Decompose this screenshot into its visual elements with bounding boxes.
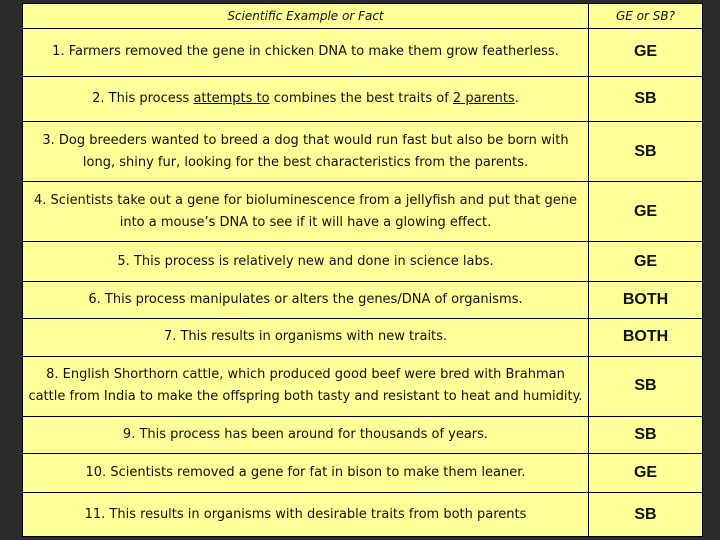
fact-cell: 10. Scientists removed a gene for fat in bison to make them leaner. bbox=[23, 453, 589, 492]
answer-cell: SB bbox=[589, 356, 703, 416]
fact-cell: 6. This process manipulates or alters the genes/DNA of organisms. bbox=[23, 281, 589, 318]
fact-cell: 8. English Shorthorn cattle, which produced good beef were bred with Brahman cattle from India to make the offspring both tasty and resistant to heat and humidity. bbox=[23, 356, 589, 416]
fact-cell: 11. This results in organisms with desirable traits from both parents bbox=[23, 493, 589, 537]
header-answer: GE or SB? bbox=[589, 4, 703, 29]
table-row bbox=[23, 319, 703, 356]
answer-cell: SB bbox=[589, 493, 703, 537]
table-row bbox=[23, 356, 703, 416]
fact-cell: 9. This process has been around for thousands of years. bbox=[23, 416, 589, 453]
fact-cell: 4. Scientists take out a gene for bioluminescence from a jellyfish and put that gene into a mouse’s DNA to see if it will have a glowing effect. bbox=[23, 182, 589, 242]
table-row bbox=[23, 281, 703, 318]
table-row bbox=[23, 416, 703, 453]
answer-cell: GE bbox=[589, 28, 703, 76]
answer-cell: BOTH bbox=[589, 281, 703, 318]
table-row bbox=[23, 453, 703, 492]
fact-text-part: 2. This process bbox=[92, 90, 194, 106]
answer-cell: SB bbox=[589, 416, 703, 453]
table-header-row bbox=[23, 4, 703, 29]
table-row bbox=[23, 76, 703, 122]
underlined-phrase: attempts to bbox=[193, 90, 270, 106]
answer-cell: SB bbox=[589, 122, 703, 182]
header-fact: Scientific Example or Fact bbox=[23, 4, 589, 29]
answer-cell: SB bbox=[589, 76, 703, 122]
fact-text-part: . bbox=[514, 90, 519, 106]
fact-cell bbox=[23, 76, 589, 122]
fact-cell: 1. Farmers removed the gene in chicken DNA to make them grow featherless. bbox=[23, 28, 589, 76]
table-row bbox=[23, 182, 703, 242]
answer-cell: BOTH bbox=[589, 319, 703, 356]
fact-text-part: combines the best traits of bbox=[269, 90, 453, 106]
fact-cell: 5. This process is relatively new and done in science labs. bbox=[23, 242, 589, 281]
answer-cell: GE bbox=[589, 182, 703, 242]
underlined-phrase: 2 parents bbox=[452, 90, 515, 106]
facts-table bbox=[22, 3, 703, 537]
answer-cell: GE bbox=[589, 242, 703, 281]
table-row bbox=[23, 28, 703, 76]
table-row bbox=[23, 493, 703, 537]
table-row bbox=[23, 122, 703, 182]
fact-cell: 7. This results in organisms with new traits. bbox=[23, 319, 589, 356]
answer-cell: GE bbox=[589, 453, 703, 492]
table-row bbox=[23, 242, 703, 281]
fact-cell: 3. Dog breeders wanted to breed a dog that would run fast but also be born with long, shiny fur, looking for the best characteristics from the parents. bbox=[23, 122, 589, 182]
worksheet bbox=[22, 3, 702, 537]
